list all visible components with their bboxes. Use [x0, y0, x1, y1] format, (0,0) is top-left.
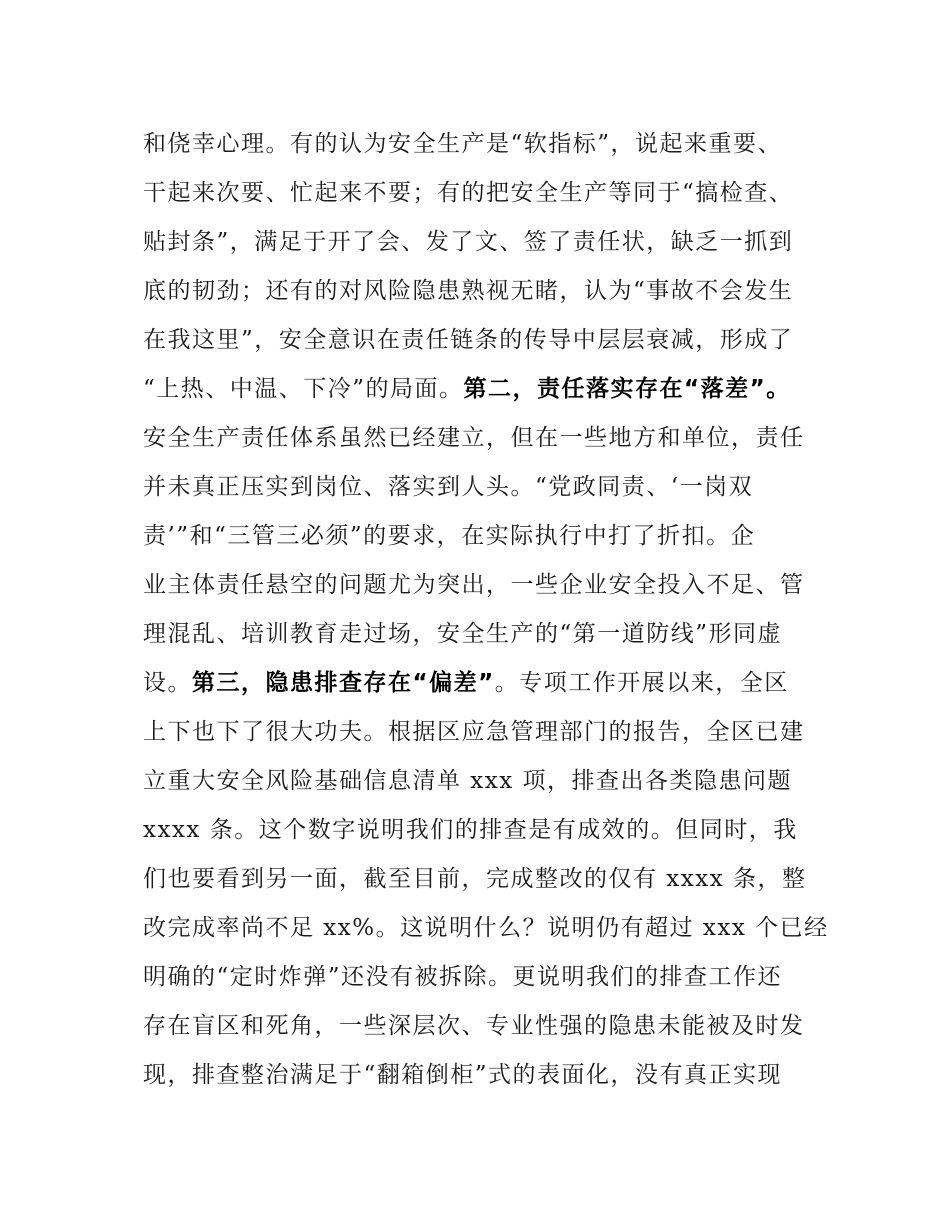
body-text	[143, 120, 843, 1100]
text-line	[143, 512, 843, 561]
text-run: 改完成率尚不足 xx%。这说明什么？说明仍有超过 xxx 个已经	[143, 915, 829, 941]
text-line	[143, 414, 843, 463]
text-run: 上下也下了很大功夫。根据区应急管理部门的报告，全区已建	[143, 719, 805, 745]
text-line	[143, 855, 843, 904]
text-run: 设。	[143, 670, 192, 696]
text-run: 底的韧劲；还有的对风险隐患熟视无睹，认为“事故不会发生	[143, 278, 794, 304]
text-run: 和侥幸心理。有的认为安全生产是“软指标”，说起来重要、	[143, 131, 783, 157]
text-run: 立重大安全风险基础信息清单 xxx 项，排查出各类隐患问题	[143, 768, 793, 794]
text-line	[143, 218, 843, 267]
text-run: 责’”和“三管三必须”的要求，在实际执行中打了折扣。企	[143, 523, 756, 549]
text-line	[143, 365, 843, 414]
text-line	[143, 463, 843, 512]
text-run: 。专项工作开展以来，全区	[494, 670, 789, 696]
text-run: 业主体责任悬空的问题尤为突出，一些企业安全投入不足、管	[143, 572, 805, 598]
text-line	[143, 561, 843, 610]
text-run: 安全生产责任体系虽然已经建立，但在一些地方和单位，责任	[143, 425, 805, 451]
text-line	[143, 757, 843, 806]
text-line	[143, 610, 843, 659]
text-run: “上热、中温、下冷”的局面。	[143, 376, 464, 402]
text-line	[143, 806, 843, 855]
text-run: 在我这里”，安全意识在责任链条的传导中层层衰减，形成了	[143, 327, 794, 353]
text-line	[143, 659, 843, 708]
text-line	[143, 267, 843, 316]
bold-heading-run: 第三，隐患排查存在“偏差”	[192, 670, 495, 696]
text-run: 理混乱、培训教育走过场，安全生产的“第一道防线”形同虚	[143, 621, 783, 647]
text-run: xxxx 条。这个数字说明我们的排查是有成效的。但同时，我	[143, 817, 798, 843]
text-run: 们也要看到另一面，截至目前，完成整改的仅有 xxxx 条，整	[143, 866, 807, 892]
text-line	[143, 120, 843, 169]
text-run: 明确的“定时炸弹”还没有被拆除。更说明我们的排查工作还	[143, 964, 783, 990]
text-run: 干起来次要、忙起来不要；有的把安全生产等同于“搞检查、	[143, 180, 794, 206]
text-line	[143, 169, 843, 218]
text-line	[143, 1051, 843, 1100]
text-line	[143, 904, 843, 953]
text-line	[143, 708, 843, 757]
text-run: 现，排查整治满足于“翻箱倒柜”式的表面化，没有真正实现	[143, 1062, 783, 1088]
bold-heading-run: 第二，责任落实存在“落差”。	[463, 376, 791, 402]
text-line	[143, 953, 843, 1002]
text-line	[143, 316, 843, 365]
text-line	[143, 1002, 843, 1051]
text-run: 贴封条”，满足于开了会、发了文、签了责任状，缺乏一抓到	[143, 229, 794, 255]
text-run: 并未真正压实到岗位、落实到人头。“党政同责、‘一岗双	[143, 474, 754, 500]
text-run: 存在盲区和死角，一些深层次、专业性强的隐患未能被及时发	[143, 1013, 805, 1039]
